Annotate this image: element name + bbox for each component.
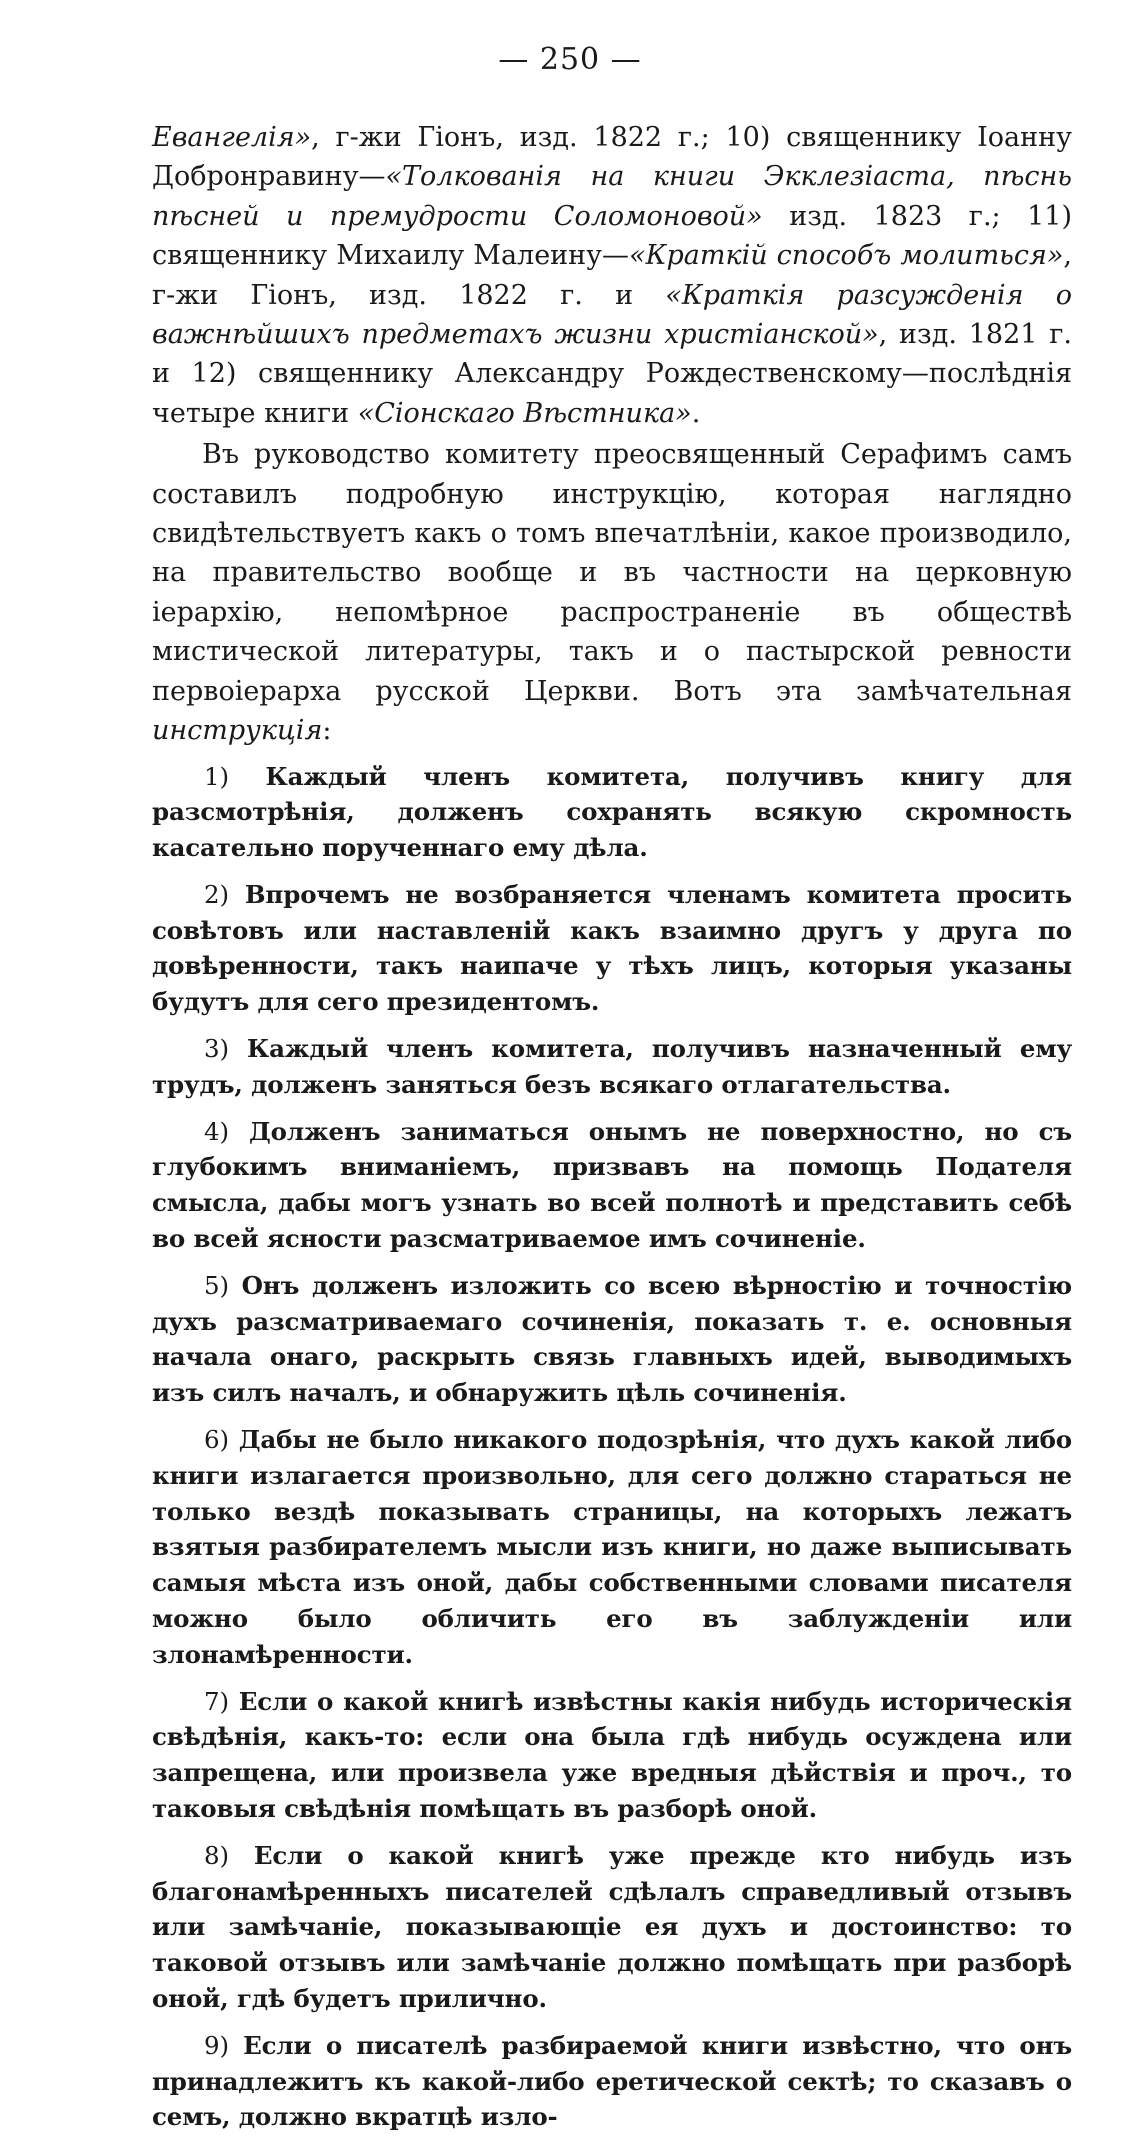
lead-italic-3: «Краткій способъ молиться»: [629, 240, 1064, 272]
instruction-item: [152, 1422, 1072, 1673]
instruction-text: Долженъ заниматься онымъ не поверхностно, но съ глубокимъ вниманіемъ, призвавъ на помощь Подателя смысла, дабы могъ узнать во всей полнотѣ и представить себѣ во всей ясности разсматриваемое имъ сочиненіе.: [152, 1116, 1072, 1254]
intro-italic-word: инструкція: [152, 715, 323, 747]
instruction-number: 7): [204, 1686, 229, 1716]
instruction-item: [152, 1838, 1072, 2017]
lead-text-4: , изд. 1821 г. и 12) священнику Александру Рождественскому—послѣднія четыре книги: [152, 319, 1072, 429]
instruction-text: Дабы не было никакого подозрѣнія, что духъ какой либо книги излагается произвольно, для сего должно стараться не только вездѣ показывать страницы, на которыхъ лежатъ взятыя разбирателемъ мысли изъ книги, но даже выписывать самыя мѣста изъ оной, дабы собственными словами писателя можно было обличить его въ заблужденіи или злонамѣренности.: [152, 1425, 1072, 1669]
instruction-text: Если о какой книгѣ уже прежде кто нибудь изъ благонамѣренныхъ писателей сдѣлалъ справедливый отзывъ или замѣчаніе, показывающіе ея духъ и достоинство: то таковой отзывъ или замѣчаніе должно помѣщать при разборѣ оной, гдѣ будетъ прилично.: [152, 1840, 1072, 2013]
instruction-text: Если о писателѣ разбираемой книги извѣстно, что онъ принадлежитъ къ какой-либо еретической сектѣ; то сказавъ о семъ, должно вкратцѣ изло-: [152, 2030, 1072, 2132]
lead-text-2: изд. 1823 г.; 11) священнику Михаилу Малеину—: [152, 200, 1073, 272]
lead-text-3: , г-жи Гіонъ, изд. 1822 г. и: [152, 240, 1072, 311]
intro-paragraph: [152, 435, 1072, 750]
instruction-number: 1): [204, 761, 229, 791]
instruction-text: Онъ долженъ изложить со всею вѣрностію и точностію духъ разсматриваемаго сочиненія, показать т. е. основныя начала онаго, раскрыть связь главныхъ идей, выводимыхъ изъ силъ началъ, и обнаружить цѣль сочиненія.: [152, 1270, 1072, 1408]
instruction-item: [152, 877, 1072, 1020]
instruction-text: Если о какой книгѣ извѣстны какія нибудь историческія свѣдѣнія, какъ-то: если она была гдѣ нибудь осуждена или запрещена, или произвела уже вредныя дѣйствія и проч., то таковыя свѣдѣнія помѣщать въ разборѣ оной.: [152, 1686, 1072, 1824]
instruction-text: Впрочемъ не возбраняется членамъ комитета просить совѣтовъ или наставленій какъ взаимно другъ у друга по довѣренности, такъ наипаче у тѣхъ лицъ, которыя указаны будутъ для сего президентомъ.: [152, 879, 1072, 1017]
instruction-number: 2): [204, 879, 229, 909]
instruction-number: 8): [204, 1840, 229, 1870]
lead-italic-4: «Краткія разсужденія о важнѣйшихъ предметахъ жизни христіанской»: [152, 279, 1072, 351]
lead-italic-5: «Сіонскаго Вѣстника»: [357, 397, 692, 429]
lead-text-1: , г-жи Гіонъ, изд. 1822 г.; 10) священнику Іоанну Добронравину—: [152, 122, 1072, 193]
instruction-list: [152, 759, 1072, 2136]
instruction-text: Каждый членъ комитета, получивъ книгу для разсмотрѣнія, долженъ сохранять всякую скромность касательно порученнаго ему дѣла.: [152, 761, 1073, 863]
instruction-number: 3): [204, 1034, 229, 1064]
instruction-item: [152, 1268, 1072, 1411]
intro-end: :: [322, 715, 332, 747]
lead-italic-1: Евангелія»: [152, 122, 312, 153]
instruction-number: 6): [204, 1425, 229, 1455]
intro-text: Въ руководство комитету преосвященный Серафимъ самъ составилъ подробную инструкцію, которая наглядно свидѣтельствуетъ какъ о томъ впечатлѣніи, какое производило, на правительство вообще и въ частности на церковную іерархію, непомѣрное распространеніе въ обществѣ мистической литературы, такъ и о пастырской ревности первоіерарха русской Церкви. Вотъ эта замѣчательная: [152, 439, 1072, 707]
lead-italic-2: «Толкованія на книги Экклезіаста, пѣснь пѣсней и премудрости Соломоновой»: [152, 161, 1072, 232]
instruction-item: [152, 759, 1072, 866]
instruction-text: Каждый членъ комитета, получивъ назначенный ему трудъ, долженъ заняться безъ всякаго отлагательства.: [152, 1034, 1072, 1099]
lead-text-5: .: [691, 397, 701, 429]
instruction-number: 4): [204, 1116, 229, 1146]
instruction-number: 5): [204, 1270, 229, 1300]
lead-paragraph: [152, 118, 1072, 433]
page-body: [152, 118, 1072, 2146]
instruction-item: [152, 1031, 1072, 1103]
instruction-item: [152, 2028, 1072, 2135]
instruction-item: [152, 1114, 1072, 1257]
page-number: — 250 —: [498, 42, 642, 77]
instruction-number: 9): [204, 2030, 229, 2060]
instruction-item: [152, 1684, 1072, 1827]
